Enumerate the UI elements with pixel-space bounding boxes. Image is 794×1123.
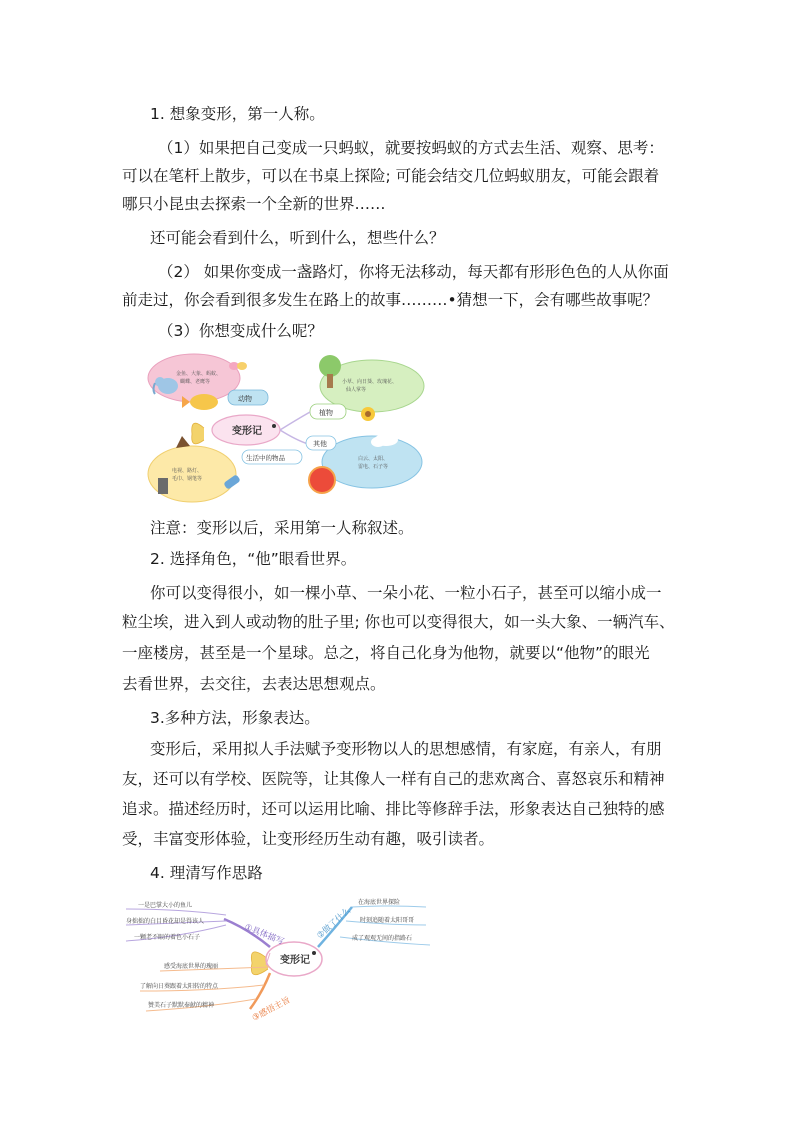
animal-examples-line1: 金鱼、大象、蚂蚁、: [176, 371, 222, 377]
section1-para3-line1: （2） 如果你变成一盏路灯，你将无法移动，每天都有形形色色的人从你面: [158, 263, 669, 281]
section1-para4: （3）你想变成什么呢？: [158, 322, 323, 340]
section2-heading: 2. 选择角色，“他”眼看世界。: [150, 550, 357, 568]
section1-para1-line1: （1）如果把自己变成一只蚂蚁，就要按蚂蚁的方式去生活、观察、思考：: [158, 139, 664, 157]
branch2-item2: 时刻追随着太阳哥哥: [360, 917, 415, 924]
plant-examples-line2: 仙人掌等: [346, 387, 367, 393]
section4-heading: 4. 理清写作思路: [150, 864, 263, 882]
animal-label: 动物: [238, 395, 252, 403]
sun-icon: [309, 467, 335, 493]
butterfly-icon: [229, 362, 247, 370]
section1-heading: 1. 想象变形，第一人称。: [150, 105, 325, 123]
note: 注意：变形以后，采用第一人称叙述。: [150, 519, 414, 537]
section3-line4: 受，丰富变形体验，让变形经历生动有趣，吸引读者。: [122, 830, 495, 848]
center-label: 变形记: [232, 426, 262, 437]
branch3-curve: [250, 973, 270, 1009]
branch3-item2: 了解向日葵跟着太阳转的特点: [140, 983, 219, 990]
other-examples-line2: 雷电、石子等: [358, 464, 389, 470]
mindmap-writing-outline: [120, 893, 432, 1025]
object-examples-line1: 电视、路灯、: [172, 468, 203, 474]
section2-line1: 你可以变得很小，如一棵小草、一朵小花、一粒小石子，甚至可以缩小成一: [150, 584, 662, 602]
branch2-item1: 在海底世界探险: [358, 899, 401, 906]
center-fish-2: [251, 942, 322, 976]
object-examples-line2: 毛巾、钢笔等: [172, 476, 203, 482]
section2-line3: 一座楼房，甚至是一个星球。总之，将自己化身为他物，就要以“他物”的眼光: [122, 644, 650, 662]
section3-line1: 变形后，采用拟人手法赋予变形物以人的思想感情，有家庭，有亲人，有朋: [150, 740, 662, 758]
branch1-label: ①具体描写: [242, 922, 286, 948]
section1-para2: 还可能会看到什么，听到什么，想些什么？: [150, 229, 445, 247]
branch1-item3: 一颗老不眼的着色小石子: [134, 934, 201, 941]
center-label-2: 变形记: [280, 955, 310, 966]
sunflower-icon: [361, 407, 375, 421]
branch1-item1: 一是巴掌大小的鱼儿: [138, 902, 193, 909]
plant-label: 植物: [319, 409, 333, 417]
branch1-item2: 身拙拙的白目昏花却是得该人: [126, 918, 205, 925]
other-label: 其他: [313, 440, 327, 448]
section2-line2: 粒尘埃，进入到人或动物的肚子里; 你也可以变得很大，如一头大象、一辆汽车、: [122, 613, 675, 631]
section3-heading: 3.多种方法，形象表达。: [150, 709, 320, 727]
section3-line3: 追求。描述经历时，还可以运用比喻、排比等修辞手法，形象表达自己独特的感: [122, 800, 665, 818]
branch2-item3: 成了观观无间的指路石: [352, 935, 413, 942]
animal-examples-line2: 蝴蝶、老鹰等: [180, 379, 211, 385]
section1-para1-line2: 可以在笔杆上散步，可以在书桌上探险; 可能会结交几位蚂蚁朋友，可能会跟着: [122, 167, 660, 185]
other-examples-line1: 白云、太阳、: [358, 456, 389, 462]
mindmap-transformation-types: [146, 350, 430, 506]
section3-line2: 友，还可以有学校、医院等，让其像人一样有自己的悲欢离合、喜怒哀乐和精神: [122, 770, 665, 788]
plant-examples-line1: 小草、向日葵、玫瑰花、: [342, 379, 398, 385]
section1-para1-line3: 哪只小昆虫去探索一个全新的世界……: [122, 195, 386, 213]
section1-para3-line2: 前走过，你会看到很多发生在路上的故事………•猜想一下，会有哪些故事呢？: [122, 291, 659, 309]
section2-line4: 去看世界，去交往，去表达思想观点。: [122, 675, 386, 693]
branch3-item3: 赞美石子默默奉献的精神: [148, 1002, 215, 1009]
object-label: 生活中的物品: [246, 454, 285, 462]
branch2-label: ②做了什么: [315, 905, 353, 942]
branch3-label: ③感悟主旨: [250, 995, 293, 1024]
branch3-item1: 感受海底世界的瑰丽: [164, 963, 219, 970]
